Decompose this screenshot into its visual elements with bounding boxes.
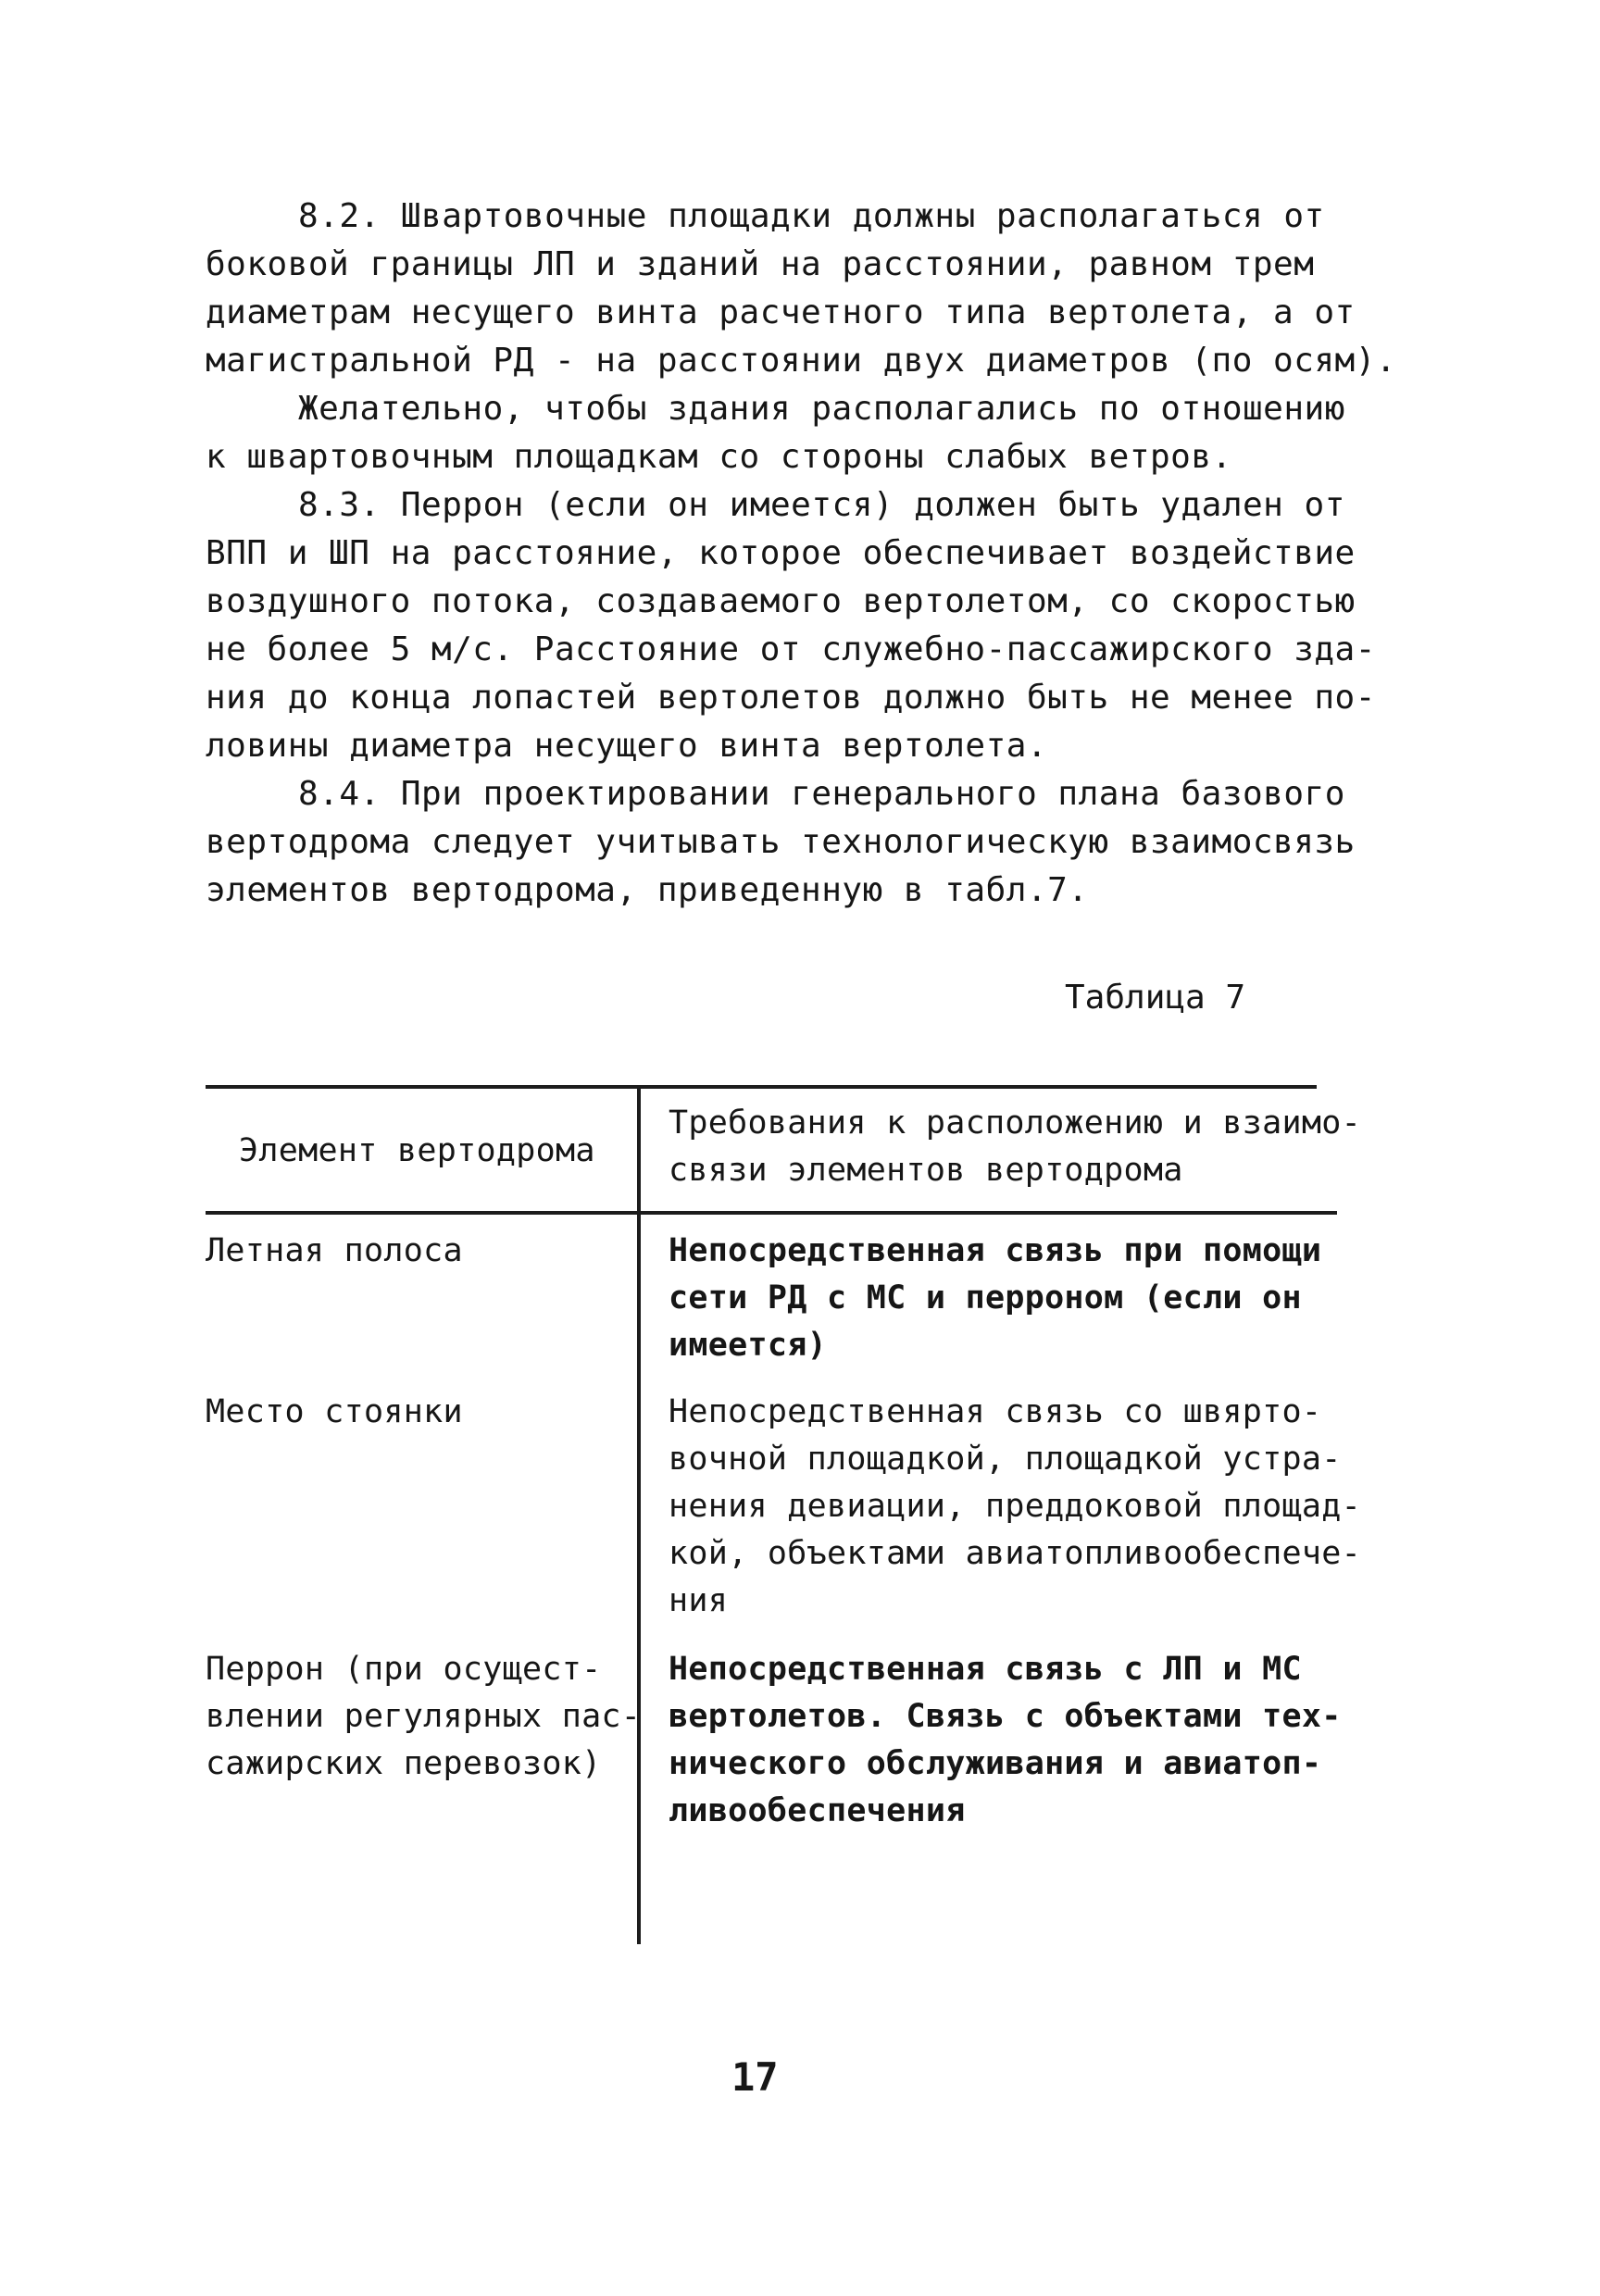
table-header-requirements-line-1: Требования к расположению и взаимо- — [669, 1104, 1362, 1142]
table-row-3-element-line-3: сажирских перевозок) — [206, 1745, 602, 1782]
table-row-1-element: Летная полоса — [206, 1232, 463, 1269]
table-header-rule — [206, 1211, 1337, 1215]
paragraph-8-2-line-3: диаметрам несущего винта расчетного типа вертолета, а от — [206, 293, 1356, 331]
table-column-divider — [637, 1085, 641, 1944]
paragraph-8-3-line-5: ния до конца лопастей вертолетов должно быть не менее по- — [206, 679, 1376, 717]
table-row-2-requirements-line-3: нения девиации, преддоковой площад- — [669, 1488, 1362, 1525]
table-row-2-requirements-line-2: вочной площадкой, площадкой устра- — [669, 1441, 1342, 1478]
table-top-rule — [206, 1085, 1317, 1089]
paragraph-8-2-line-2: боковой границы ЛП и зданий на расстоянии, равном трем — [206, 245, 1315, 283]
table-row-3-element-line-1: Перрон (при осущест- — [206, 1651, 602, 1688]
paragraph-8-3-line-3: воздушного потока, создаваемого вертолетом, со скоростью — [206, 582, 1356, 620]
table-row-2-requirements-line-1: Непосредственная связь со швярто- — [669, 1393, 1322, 1430]
paragraph-8-4-line-2: вертодрома следует учитывать технологическую взаимосвязь — [206, 823, 1356, 861]
table-header-requirements-line-2: связи элементов вертодрома — [669, 1152, 1183, 1189]
paragraph-8-3-line-4: не более 5 м/с. Расстояние от служебно-пассажирского зда- — [206, 630, 1376, 668]
table-row-3-requirements-line-4: ливообеспечения — [669, 1792, 966, 1829]
paragraph-8-3-line-6: ловины диаметра несущего винта вертолета. — [206, 727, 1048, 765]
paragraph-8-2-line-1: 8.2. Швартовочные площадки должны располагаться от — [298, 197, 1325, 235]
table-row-2-element: Место стоянки — [206, 1393, 463, 1430]
table-row-3-requirements-line-1: Непосредственная связь с ЛП и МС — [669, 1651, 1302, 1688]
table-row-2-requirements-line-5: ния — [669, 1582, 729, 1619]
table-row-3-requirements-line-2: вертолетов. Связь с объектами тех- — [669, 1698, 1342, 1735]
paragraph-8-3-line-1: 8.3. Перрон (если он имеется) должен быть удален от — [298, 486, 1345, 524]
table-row-1-requirements-line-2: сети РД с МС и перроном (если он — [669, 1279, 1302, 1316]
paragraph-wish-line-2: к швартовочным площадкам со стороны слабых ветров. — [206, 438, 1232, 476]
paragraph-8-4-line-3: элементов вертодрома, приведенную в табл.7. — [206, 871, 1089, 909]
table-header-element: Элемент вертодрома — [239, 1132, 595, 1169]
paragraph-8-3-line-2: ВПП и ШП на расстояние, которое обеспечивает воздействие — [206, 534, 1356, 572]
table-row-3-element-line-2: влении регулярных пас- — [206, 1698, 642, 1735]
page-number: 17 — [731, 2054, 779, 2100]
table-row-1-requirements-line-3: имеется) — [669, 1327, 827, 1364]
table-caption: Таблица 7 — [1065, 979, 1246, 1017]
paragraph-wish-line-1: Желательно, чтобы здания располагались по отношению — [298, 390, 1345, 428]
table-row-1-requirements-line-1: Непосредственная связь при помощи — [669, 1232, 1322, 1269]
paragraph-8-2-line-4: магистральной РД - на расстоянии двух диаметров (по осям). — [206, 342, 1397, 380]
table-row-3-requirements-line-3: нического обслуживания и авиатоп- — [669, 1745, 1322, 1782]
table-row-2-requirements-line-4: кой, объектами авиатопливообеспече- — [669, 1535, 1362, 1572]
paragraph-8-4-line-1: 8.4. При проектировании генерального плана базового — [298, 775, 1345, 813]
